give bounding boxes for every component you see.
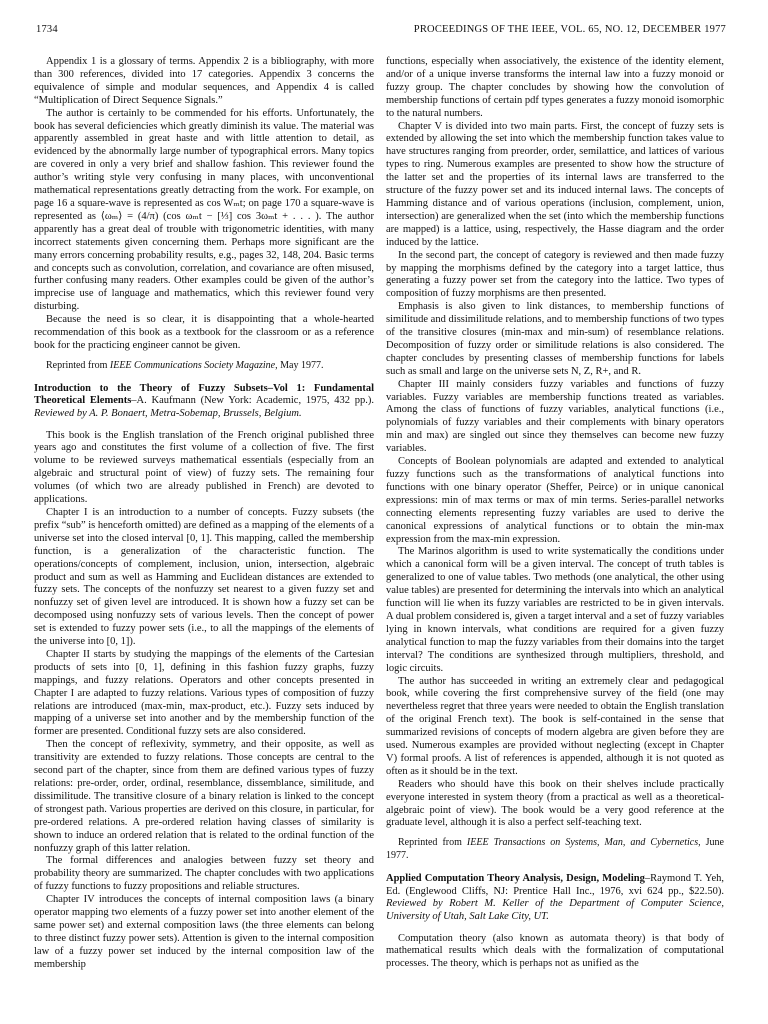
reprint-note <box>34 360 374 373</box>
page-number: 1734 <box>36 24 58 35</box>
paragraph: The Marinos algorithm is used to write systematically the conditions under which a canonical form will be a given interval. The concept of truth tables is generalized to one of value tables. Two methods (one analytical, the other using value tables) are presented for determining the intervals into which an analytical function will lie when its fuzzy variables are restricted to be in given intervals. A dual problem considered is, given a target interval and a set of fuzzy variables lying in known intervals, what conditions are required for a given fuzzy analytical function to map the fuzzy variables from their domains into the target interval? The conditions are synthesized through multipliers, threshold, and logic circuits. <box>386 546 724 674</box>
reprint-source: IEEE Communications Society Magazine, <box>109 359 278 371</box>
paragraph: Because the need is so clear, it is disappointing that a whole-hearted recommendation of this book as a textbook for the classroom or as a reference book for the practicing engineer cannot be given. <box>34 314 374 351</box>
paragraph: functions, especially when associatively, the existence of the identity element, and/or of a unique inverse transforms the internal law into a fuzzy monoid or fuzzy group. The chapter concludes by showing how the convolution of membership functions of certain pdf types generates a fuzzy monoid isomorphic to the natural numbers. <box>386 56 724 119</box>
reprint-date: May 1977. <box>277 359 324 371</box>
reviewer: Reviewed by Robert M. Keller of the Department of Computer Science, University of Utah, Salt Lake City, UT. <box>386 898 724 922</box>
paragraph: Then the concept of reflexivity, symmetry, and their opposite, as well as transitivity are extended to fuzzy relations. Those concepts are central to the second part of the chapter, since from them are defined various types of fuzzy relations: pre-order, order, ordinal, resemblance, dissemblance, similitude, and dissimilitude. The transitive closure of a binary relation is linked to the concept of strongest path. Various properties are derived on this closure, in particular, for pre-ordered relations. A pre-ordered relation having classes of similarity is shown to induce an ordered relation that is related to the ordinal function of the nonfuzzy graph of this latter relation. <box>34 739 374 854</box>
running-head: PROCEEDINGS OF THE IEEE, VOL. 65, NO. 12, DECEMBER 1977 <box>413 24 726 35</box>
paragraph: Chapter IV introduces the concepts of internal composition laws (a binary operator mapping two elements of a fuzzy power set into another element of the same power set) and external composition laws (the three elements can belong to three distinct fuzzy power sets). Attention is given to the internal composition law of a fuzzy power set induced by the internal composition law of the membership <box>34 894 374 970</box>
paragraph: Chapter III mainly considers fuzzy variables and functions of fuzzy variables. Fuzzy variables are membership functions treated as variables. Among the class of functions of fuzzy variables, analytical functions (i.e., polynomials of fuzzy variables and their complements with binary operators min and max) are singled out since they themselves can become new fuzzy variables. <box>386 378 724 455</box>
paragraph: The formal differences and analogies between fuzzy set theory and probability theory are summarized. The chapter concludes with two applications of fuzzy functions to fuzzy propositions and reliable structures. <box>34 855 374 893</box>
right-column <box>386 56 724 971</box>
book-title: Introduction to the Theory of Fuzzy Subsets–Vol 1: Fundamental Theoretical Elements <box>34 382 374 407</box>
reprint-prefix: Reprinted from <box>398 837 467 849</box>
reprint-source: IEEE Transactions on Systems, Man, and Cybernetics, <box>466 837 701 849</box>
paragraph: Appendix 1 is a glossary of terms. Appendix 2 is a bibliography, with more than 300 references, divided into 17 categories. Appendix 3 concerns the equivalence of simple and modular sequences, and Appendix 4 is called “Multiplication of Direct Sequence Signals.” <box>34 56 374 106</box>
book-author-publisher: –A. Kaufmann (New York: Academic, 1975, 432 pp.). <box>131 395 374 407</box>
book-title: Applied Computation Theory Analysis, Design, Modeling <box>386 873 645 885</box>
paragraph: Emphasis is also given to link distances, to membership functions of similitude and dissimilitude relations, and to membership functions of two types of the transitive closures (min-max and min-sum) of resemblance relations. Decomposition of fuzzy order or similitude relations is also considered. The chapter concludes by presenting classes of membership functions for labels such as small and large on the universe sets N, Z, R+, and R. <box>386 301 724 377</box>
paragraph: Concepts of Boolean polynomials are adapted and extended to analytical fuzzy functions such as the transformations of analytical functions into functions with one binary operator (Sheffer, Peirce) or in unique canonical expressions: min of max terms or max of min terms. Series-parallel networks connecting elements representing fuzzy variables are used to derive the canonical expressions of analytical functions or to obtain the min-max expression from the max-min expression. <box>386 456 724 545</box>
page-header <box>36 24 726 38</box>
book-review-heading <box>386 873 724 923</box>
paragraph: Readers who should have this book on their shelves include practically everyone interested in system theory (from a practical as well as a theoretical-algebraic point of view). The book would be a very good reference at the graduate level, although it is also a perfect self-teaching text. <box>386 778 724 829</box>
paragraph: Computation theory (also known as automata theory) is that body of mathematical results which deals with the formalization of computational processes. The theory, which is perhaps not as unified as the <box>386 932 724 970</box>
paragraph: In the second part, the concept of category is reviewed and then made fuzzy by mapping the morphisms defined by the category into a target lattice, thus generating a fuzzy power set from the category into the lattice. Two types of composition of fuzzy morphisms are then presented. <box>386 249 724 300</box>
reprint-date: June 1977. <box>386 837 724 862</box>
paragraph: Chapter V is divided into two main parts. First, the concept of fuzzy sets is extended by allowing the set into which the membership function takes value to have structures ranging from preorder, order, semilattice, and lattices of various types to ring. Numerous examples are presented to show how the structure of the latter set and the properties of its internal laws are transferred to the structure of the fuzzy power set and its induced internal laws. The concepts of Hamming distance and of various operations (inclusion, complement, union, intersection) are generalized when the set (into which the membership functions are mapped) is a lattice, using, respectively, the Hasse diagram and the order induced by the lattice. <box>386 120 724 248</box>
left-column <box>34 56 374 972</box>
book-review-heading <box>34 383 374 421</box>
book-author-publisher: –Raymond T. Yeh, Ed. (Englewood Cliffs, NJ: Prentice Hall Inc., 1976, xvi 624 pp., $22.50). <box>386 873 724 897</box>
paragraph: The author has succeeded in writing an extremely clear and pedagogical book, while covering the first comprehensive survey of the field (one may nevertheless regret that three years were needed to obtain the English translation of the original French text). The book is self-contained in the sense that summarized revisions of concepts of modern algebra are given before they are used. Numerous examples are provided without neglecting (except in Chapter V) formal proofs. A list of references is appended, although it is not quoted as often as it should be in the text. <box>386 675 724 777</box>
paragraph: Chapter I is an introduction to a number of concepts. Fuzzy subsets (the prefix “sub” is henceforth omitted) are defined as a mapping of the elements of a universe set into the closed interval [0, 1]. This mapping, called the membership function, is a generalization of the characteristic function. The operations/concepts of complement, inclusion, union, intersection, algebraic product and sum as well as Hamming and Euclidean distances are extended to fuzzy sets. The concepts of the nonfuzzy set nearest to a given fuzzy set and nonfuzzy set of given level are introduced. It is shown how a fuzzy set can be decomposed using nonfuzzy sets of various levels. Then the concept of power set is extended to fuzzy power sets (i.e., to all the mappings of the elements of the universe into [0, 1]). <box>34 506 374 648</box>
reviewer: Reviewed by A. P. Bonaert, Metra-Sobemap, Brussels, Belgium. <box>34 407 302 419</box>
paragraph: The author is certainly to be commended for his efforts. Unfortunately, the book has several deficiencies which greatly diminish its value. The material was apparently assembled in great haste and with little attention to detail, as evidenced by the abnormally large number of typographical errors. Many topics are covered in only a very brief and shallow fashion. This reviewer found the author’s writing style very confusing in many places, with unconventional mathematical representations greatly detracting from the work. For example, on page 16 a square-wave is represented as cos Wₘt; on page 170 a square-wave is represented as ⟨ωₘ⟩ = (4/π) (cos ωₘt − [⅓] cos 3ωₘt + . . . ). The author apparently has a great deal of trouble with trigonometric identities, with many incorrect statements given concerning them. Perhaps more significant are the many errors concerning probability results, e.g., pages 32, 148, 204. Basic terms and concepts such as convolution, correlation, and covariance are often misused, further confusing many readers. Other examples could be given of the author’s imprecise use of language and mathematics, which this reviewer found very disturbing. <box>34 107 374 313</box>
paragraph: This book is the English translation of the French original published three years ago and constitutes the first volume of a collection of five. The first volume to be reviewed surveys mathematical essentials (especially from an algebraic and structural point of view) of fuzzy sets. The remaining four volumes (of which two are already published in French) are devoted to applications. <box>34 429 374 506</box>
reprint-prefix: Reprinted from <box>46 359 110 371</box>
paragraph: Chapter II starts by studying the mappings of the elements of the Cartesian products of sets into [0, 1], defining in this fashion fuzzy graphs, fuzzy mappings, and fuzzy relations. Operators and other concepts presented in Chapter I are adapted to fuzzy relations. Various types of composition of fuzzy relations are introduced (max-min, max-product, etc.). Fuzzy sets induced by mapping of a universe set into another and by the membership function of the former are presented. Conditional fuzzy sets are also considered. <box>34 648 374 738</box>
reprint-note <box>386 837 724 863</box>
